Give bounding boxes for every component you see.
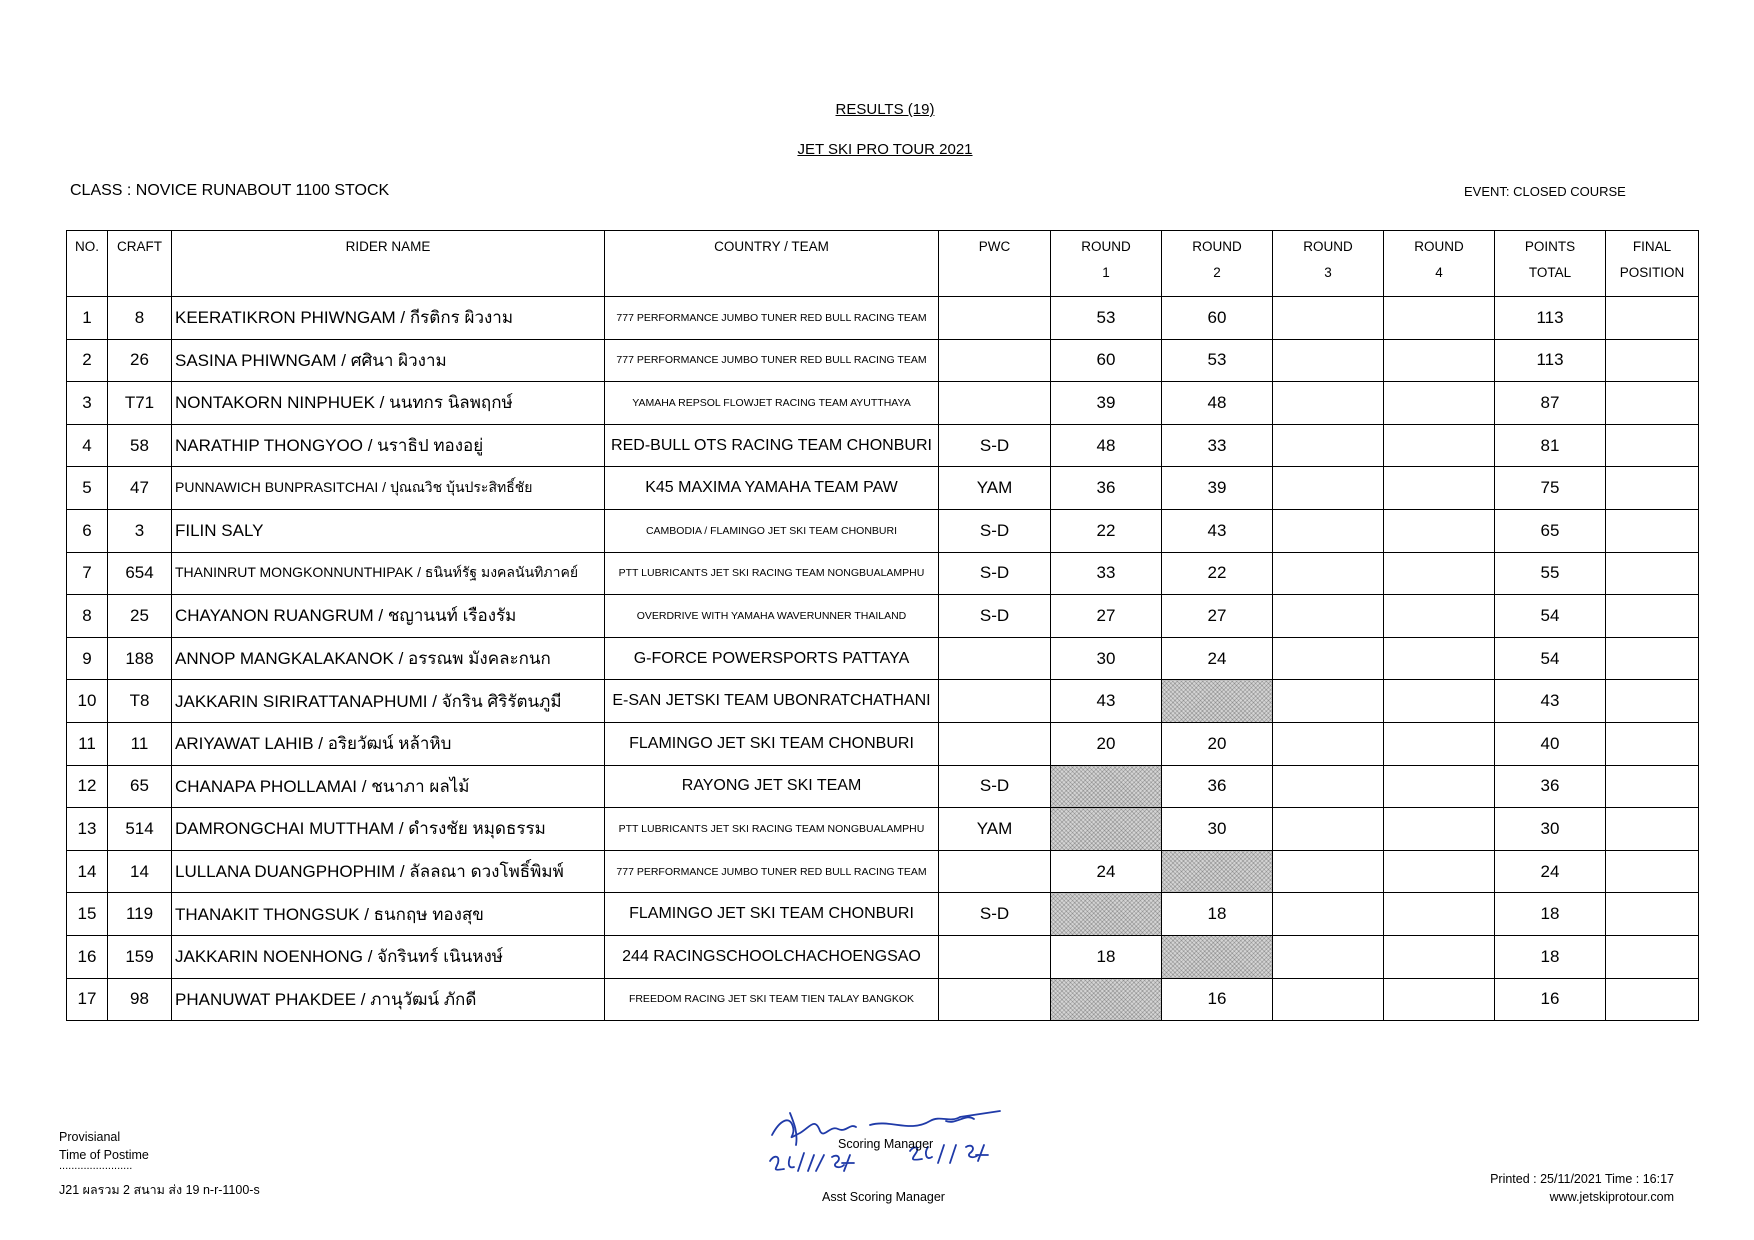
cell-rider-name: CHANAPA PHOLLAMAI / ชนาภา ผลไม้	[172, 765, 605, 808]
cell-craft: 65	[108, 765, 172, 808]
cell-round-1: 24	[1051, 850, 1162, 893]
cell-round-2: 48	[1162, 382, 1273, 425]
header-no: NO.	[67, 231, 108, 297]
cell-round-1: 33	[1051, 552, 1162, 595]
cell-country-team: CAMBODIA / FLAMINGO JET SKI TEAM CHONBURI	[605, 509, 939, 552]
cell-rider-name: THANAKIT THONGSUK / ธนกฤษ ทองสุข	[172, 893, 605, 936]
cell-final-position	[1606, 297, 1699, 340]
table-row	[67, 467, 1699, 510]
table-row	[67, 808, 1699, 851]
cell-craft: T8	[108, 680, 172, 723]
cell-points-total: 18	[1495, 893, 1606, 936]
results-body	[67, 297, 1699, 1021]
header-country-team: COUNTRY / TEAM	[605, 231, 939, 297]
cell-no: 16	[67, 935, 108, 978]
cell-round-4	[1384, 424, 1495, 467]
cell-no: 8	[67, 595, 108, 638]
cell-craft: 14	[108, 850, 172, 893]
cell-final-position	[1606, 850, 1699, 893]
cell-round-1	[1051, 893, 1162, 936]
cell-craft: 25	[108, 595, 172, 638]
table-row	[67, 424, 1699, 467]
cell-pwc: S-D	[939, 552, 1051, 595]
cell-pwc	[939, 637, 1051, 680]
cell-round-3	[1273, 339, 1384, 382]
header-pwc: PWC	[939, 231, 1051, 297]
cell-no: 4	[67, 424, 108, 467]
cell-round-2: 60	[1162, 297, 1273, 340]
cell-points-total: 24	[1495, 850, 1606, 893]
cell-round-3	[1273, 978, 1384, 1021]
cell-round-4	[1384, 935, 1495, 978]
cell-no: 15	[67, 893, 108, 936]
cell-final-position	[1606, 978, 1699, 1021]
cell-final-position	[1606, 424, 1699, 467]
cell-points-total: 113	[1495, 339, 1606, 382]
cell-round-3	[1273, 680, 1384, 723]
cell-round-3	[1273, 765, 1384, 808]
cell-round-4	[1384, 893, 1495, 936]
cell-final-position	[1606, 595, 1699, 638]
cell-pwc	[939, 680, 1051, 723]
cell-points-total: 43	[1495, 680, 1606, 723]
cell-craft: 3	[108, 509, 172, 552]
cell-round-1	[1051, 978, 1162, 1021]
cell-round-2: 30	[1162, 808, 1273, 851]
cell-round-1: 20	[1051, 722, 1162, 765]
table-row	[67, 978, 1699, 1021]
cell-no: 6	[67, 509, 108, 552]
cell-final-position	[1606, 467, 1699, 510]
cell-no: 17	[67, 978, 108, 1021]
cell-points-total: 113	[1495, 297, 1606, 340]
cell-craft: 58	[108, 424, 172, 467]
cell-round-3	[1273, 722, 1384, 765]
cell-round-2	[1162, 850, 1273, 893]
cell-round-4	[1384, 850, 1495, 893]
cell-round-3	[1273, 382, 1384, 425]
cell-round-4	[1384, 808, 1495, 851]
table-row	[67, 509, 1699, 552]
cell-points-total: 16	[1495, 978, 1606, 1021]
cell-points-total: 18	[1495, 935, 1606, 978]
cell-country-team: PTT LUBRICANTS JET SKI RACING TEAM NONGBUALAMPHU	[605, 552, 939, 595]
cell-final-position	[1606, 893, 1699, 936]
cell-round-2	[1162, 935, 1273, 978]
cell-no: 3	[67, 382, 108, 425]
cell-round-4	[1384, 382, 1495, 425]
table-row	[67, 595, 1699, 638]
results-title: RESULTS (19)	[835, 101, 935, 118]
cell-rider-name: LULLANA DUANGPHOPHIM / ลัลลณา ดวงโพธิ์พิมพ์	[172, 850, 605, 893]
cell-craft: T71	[108, 382, 172, 425]
cell-no: 12	[67, 765, 108, 808]
cell-points-total: 30	[1495, 808, 1606, 851]
cell-round-2: 16	[1162, 978, 1273, 1021]
cell-round-2: 39	[1162, 467, 1273, 510]
cell-craft: 654	[108, 552, 172, 595]
cell-round-2	[1162, 680, 1273, 723]
cell-country-team: FREEDOM RACING JET SKI TEAM TIEN TALAY BANGKOK	[605, 978, 939, 1021]
provisional-label: Provisianal	[59, 1130, 121, 1144]
cell-pwc: S-D	[939, 424, 1051, 467]
table-row	[67, 297, 1699, 340]
cell-pwc	[939, 339, 1051, 382]
cell-round-1: 27	[1051, 595, 1162, 638]
cell-round-4	[1384, 765, 1495, 808]
tour-title: JET SKI PRO TOUR 2021	[797, 141, 973, 158]
cell-points-total: 36	[1495, 765, 1606, 808]
cell-round-4	[1384, 722, 1495, 765]
cell-no: 1	[67, 297, 108, 340]
cell-pwc: YAM	[939, 808, 1051, 851]
cell-round-3	[1273, 637, 1384, 680]
results-table	[66, 230, 1699, 1021]
cell-rider-name: JAKKARIN NOENHONG / จักรินทร์ เนินหงษ์	[172, 935, 605, 978]
table-row	[67, 680, 1699, 723]
cell-pwc	[939, 297, 1051, 340]
cell-pwc	[939, 722, 1051, 765]
cell-rider-name: ANNOP MANGKALAKANOK / อรรณพ มังคละกนก	[172, 637, 605, 680]
cell-country-team: FLAMINGO JET SKI TEAM CHONBURI	[605, 722, 939, 765]
header-final-position: FINAL POSITION	[1606, 231, 1699, 297]
cell-points-total: 55	[1495, 552, 1606, 595]
cell-craft: 514	[108, 808, 172, 851]
header-row	[67, 231, 1699, 297]
cell-craft: 188	[108, 637, 172, 680]
cell-craft: 159	[108, 935, 172, 978]
cell-round-1: 36	[1051, 467, 1162, 510]
cell-round-2: 27	[1162, 595, 1273, 638]
cell-rider-name: DAMRONGCHAI MUTTHAM / ดำรงชัย หมุดธรรม	[172, 808, 605, 851]
cell-country-team: 777 PERFORMANCE JUMBO TUNER RED BULL RACING TEAM	[605, 339, 939, 382]
cell-no: 9	[67, 637, 108, 680]
cell-rider-name: ARIYAWAT LAHIB / อริยวัฒน์ หล้าหิบ	[172, 722, 605, 765]
cell-points-total: 65	[1495, 509, 1606, 552]
table-row	[67, 382, 1699, 425]
cell-craft: 98	[108, 978, 172, 1021]
cell-round-4	[1384, 339, 1495, 382]
cell-country-team: 777 PERFORMANCE JUMBO TUNER RED BULL RACING TEAM	[605, 850, 939, 893]
cell-no: 14	[67, 850, 108, 893]
table-row	[67, 552, 1699, 595]
cell-final-position	[1606, 382, 1699, 425]
cell-round-1: 22	[1051, 509, 1162, 552]
cell-round-3	[1273, 808, 1384, 851]
cell-final-position	[1606, 935, 1699, 978]
cell-final-position	[1606, 637, 1699, 680]
header-round-1: ROUND 1	[1051, 231, 1162, 297]
cell-country-team: 244 RACINGSCHOOLCHACHOENGSAO	[605, 935, 939, 978]
cell-round-1: 18	[1051, 935, 1162, 978]
cell-rider-name: NONTAKORN NINPHUEK / นนทกร นิลพฤกษ์	[172, 382, 605, 425]
cell-round-3	[1273, 509, 1384, 552]
cell-no: 5	[67, 467, 108, 510]
cell-round-2: 36	[1162, 765, 1273, 808]
cell-country-team: E-SAN JETSKI TEAM UBONRATCHATHANI	[605, 680, 939, 723]
cell-round-2: 22	[1162, 552, 1273, 595]
header-round-3: ROUND 3	[1273, 231, 1384, 297]
header-rider-name: RIDER NAME	[172, 231, 605, 297]
cell-craft: 8	[108, 297, 172, 340]
time-of-postime-label: Time of Postime	[59, 1148, 149, 1162]
cell-round-4	[1384, 552, 1495, 595]
cell-country-team: OVERDRIVE WITH YAMAHA WAVERUNNER THAILAND	[605, 595, 939, 638]
cell-points-total: 75	[1495, 467, 1606, 510]
cell-pwc: S-D	[939, 509, 1051, 552]
cell-round-1: 39	[1051, 382, 1162, 425]
cell-final-position	[1606, 509, 1699, 552]
cell-round-2: 20	[1162, 722, 1273, 765]
cell-round-1: 30	[1051, 637, 1162, 680]
cell-round-4	[1384, 509, 1495, 552]
cell-round-1	[1051, 765, 1162, 808]
cell-no: 11	[67, 722, 108, 765]
cell-round-2: 24	[1162, 637, 1273, 680]
cell-craft: 47	[108, 467, 172, 510]
cell-rider-name: KEERATIKRON PHIWNGAM / กีรติกร ผิวงาม	[172, 297, 605, 340]
cell-round-1: 48	[1051, 424, 1162, 467]
cell-craft: 119	[108, 893, 172, 936]
cell-country-team: 777 PERFORMANCE JUMBO TUNER RED BULL RACING TEAM	[605, 297, 939, 340]
cell-country-team: RAYONG JET SKI TEAM	[605, 765, 939, 808]
cell-country-team: RED-BULL OTS RACING TEAM CHONBURI	[605, 424, 939, 467]
table-row	[67, 637, 1699, 680]
header-craft: CRAFT	[108, 231, 172, 297]
cell-round-4	[1384, 467, 1495, 510]
cell-final-position	[1606, 552, 1699, 595]
cell-rider-name: JAKKARIN SIRIRATTANAPHUMI / จักริน ศิริรัตนภูมี	[172, 680, 605, 723]
cell-country-team: PTT LUBRICANTS JET SKI RACING TEAM NONGBUALAMPHU	[605, 808, 939, 851]
cell-craft: 26	[108, 339, 172, 382]
cell-round-4	[1384, 297, 1495, 340]
cell-points-total: 54	[1495, 637, 1606, 680]
cell-country-team: G-FORCE POWERSPORTS PATTAYA	[605, 637, 939, 680]
cell-round-3	[1273, 552, 1384, 595]
cell-round-3	[1273, 935, 1384, 978]
cell-rider-name: CHAYANON RUANGRUM / ชญานนท์ เรืองรัม	[172, 595, 605, 638]
cell-round-2: 43	[1162, 509, 1273, 552]
cell-pwc	[939, 978, 1051, 1021]
cell-round-3	[1273, 595, 1384, 638]
printed-timestamp: Printed : 25/11/2021 Time : 16:17	[1490, 1172, 1674, 1186]
cell-craft: 11	[108, 722, 172, 765]
cell-round-1: 43	[1051, 680, 1162, 723]
dotted-line: ........................	[59, 1160, 133, 1172]
header-round-4: ROUND 4	[1384, 231, 1495, 297]
cell-pwc	[939, 935, 1051, 978]
cell-rider-name: PUNNAWICH BUNPRASITCHAI / ปุณณวิช บุ้นประสิทธิ์ชัย	[172, 467, 605, 510]
cell-rider-name: NARATHIP THONGYOO / นราธิป ทองอยู่	[172, 424, 605, 467]
cell-pwc: S-D	[939, 765, 1051, 808]
cell-final-position	[1606, 680, 1699, 723]
cell-rider-name: SASINA PHIWNGAM / ศศินา ผิวงาม	[172, 339, 605, 382]
table-row	[67, 765, 1699, 808]
cell-no: 2	[67, 339, 108, 382]
cell-no: 7	[67, 552, 108, 595]
cell-rider-name: FILIN SALY	[172, 509, 605, 552]
table-row	[67, 893, 1699, 936]
cell-points-total: 87	[1495, 382, 1606, 425]
table-row	[67, 850, 1699, 893]
cell-round-2: 18	[1162, 893, 1273, 936]
cell-round-1: 60	[1051, 339, 1162, 382]
cell-final-position	[1606, 722, 1699, 765]
header-round-2: ROUND 2	[1162, 231, 1273, 297]
header-points-total: POINTS TOTAL	[1495, 231, 1606, 297]
cell-final-position	[1606, 765, 1699, 808]
cell-country-team: YAMAHA REPSOL FLOWJET RACING TEAM AYUTTHAYA	[605, 382, 939, 425]
cell-pwc: S-D	[939, 595, 1051, 638]
cell-pwc: S-D	[939, 893, 1051, 936]
cell-points-total: 81	[1495, 424, 1606, 467]
cell-round-3	[1273, 467, 1384, 510]
event-label: EVENT: CLOSED COURSE	[1464, 184, 1626, 199]
table-row	[67, 339, 1699, 382]
website-link[interactable]: www.jetskiprotour.com	[1549, 1190, 1674, 1204]
file-code-label: J21 ผลรวม 2 สนาม ส่ง 19 n-r-1100-s	[59, 1183, 260, 1197]
cell-round-3	[1273, 424, 1384, 467]
cell-country-team: K45 MAXIMA YAMAHA TEAM PAW	[605, 467, 939, 510]
cell-rider-name: PHANUWAT PHAKDEE / ภานุวัฒน์ ภักดี	[172, 978, 605, 1021]
cell-round-3	[1273, 850, 1384, 893]
cell-round-3	[1273, 893, 1384, 936]
cell-round-4	[1384, 637, 1495, 680]
table-row	[67, 935, 1699, 978]
cell-round-2: 33	[1162, 424, 1273, 467]
cell-pwc: YAM	[939, 467, 1051, 510]
cell-country-team: FLAMINGO JET SKI TEAM CHONBURI	[605, 893, 939, 936]
class-label: CLASS : NOVICE RUNABOUT 1100 STOCK	[70, 182, 390, 199]
scoring-manager-label: Scoring Manager	[838, 1137, 934, 1151]
cell-round-2: 53	[1162, 339, 1273, 382]
cell-pwc	[939, 850, 1051, 893]
asst-scoring-manager-label: Asst Scoring Manager	[822, 1190, 945, 1204]
cell-round-1	[1051, 808, 1162, 851]
cell-final-position	[1606, 339, 1699, 382]
cell-round-4	[1384, 978, 1495, 1021]
cell-pwc	[939, 382, 1051, 425]
cell-no: 13	[67, 808, 108, 851]
cell-points-total: 40	[1495, 722, 1606, 765]
cell-round-1: 53	[1051, 297, 1162, 340]
cell-rider-name: THANINRUT MONGKONNUNTHIPAK / ธนินท์รัฐ มงคลนันทิภาคย์	[172, 552, 605, 595]
cell-final-position	[1606, 808, 1699, 851]
cell-round-4	[1384, 680, 1495, 723]
cell-round-4	[1384, 595, 1495, 638]
cell-points-total: 54	[1495, 595, 1606, 638]
cell-no: 10	[67, 680, 108, 723]
table-row	[67, 722, 1699, 765]
cell-round-3	[1273, 297, 1384, 340]
